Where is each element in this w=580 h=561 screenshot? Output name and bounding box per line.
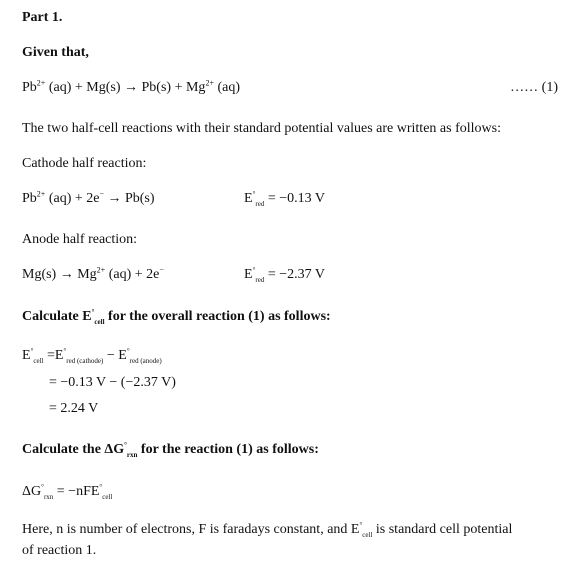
standard-sup: ° bbox=[99, 483, 103, 491]
electron-charge: − bbox=[99, 189, 104, 199]
explanation-line-1 bbox=[22, 522, 512, 538]
product-mg: Mg bbox=[185, 80, 206, 95]
cathode-potential-value: = −0.13 V bbox=[267, 191, 325, 206]
plus-sign: + bbox=[74, 80, 83, 95]
heading-text: for the overall reaction (1) as follows: bbox=[104, 309, 331, 324]
delta-g-symbol: ΔG bbox=[22, 484, 42, 499]
cathode-reaction-mid: (aq) + 2e bbox=[48, 191, 100, 206]
reaction-arrow: → bbox=[124, 80, 138, 95]
reactant-pb: Pb bbox=[22, 80, 37, 95]
anode-reaction bbox=[22, 267, 164, 283]
standard-sup: ° bbox=[91, 308, 95, 316]
electron-charge: − bbox=[159, 265, 164, 275]
potential-symbol: E bbox=[244, 191, 253, 206]
reactant-pb-state: (aq) bbox=[48, 80, 72, 95]
standard-sup: ° bbox=[63, 347, 67, 355]
ecell-calc-line-1 bbox=[22, 348, 162, 364]
dg-equation bbox=[22, 484, 112, 500]
standard-sup: ° bbox=[359, 521, 363, 529]
rxn-sub: rxn bbox=[43, 493, 54, 501]
cell-sub: cell bbox=[362, 531, 373, 539]
anode-sub: red (anode) bbox=[129, 357, 162, 365]
anode-species: Mg(s) → Mg bbox=[22, 267, 97, 282]
explanation-text: Here, n is number of electrons, F is faradays constant, and E bbox=[22, 522, 360, 537]
ecell-calc-result: = 2.24 V bbox=[49, 401, 99, 416]
product-mg-state: (aq) bbox=[217, 80, 240, 95]
cathode-label: Cathode half reaction: bbox=[22, 156, 147, 171]
given-label: Given that, bbox=[22, 45, 89, 60]
rxn-sub: rxn bbox=[126, 451, 138, 459]
anode-reaction-mid: (aq) + 2e bbox=[108, 267, 160, 282]
explanation-line-2: of reaction 1. bbox=[22, 543, 97, 558]
cathode-potential bbox=[244, 191, 325, 207]
cathode-sub: red (cathode) bbox=[66, 357, 104, 365]
reactant-pb-charge: 2+ bbox=[36, 78, 46, 88]
dg-rhs: = −nFE bbox=[53, 484, 100, 499]
standard-sup: ° bbox=[126, 347, 130, 355]
cell-sub: cell bbox=[33, 357, 44, 365]
part-title: Part 1. bbox=[22, 10, 63, 25]
anode-potential-value: = −2.37 V bbox=[267, 267, 325, 282]
standard-sup: ° bbox=[124, 441, 127, 449]
red-sub: red bbox=[255, 200, 265, 208]
cell-sub: cell bbox=[102, 493, 113, 501]
red-sub: red bbox=[255, 276, 265, 284]
calc-dg-heading bbox=[22, 442, 319, 458]
anode-charge: 2+ bbox=[96, 265, 106, 275]
cathode-reaction bbox=[22, 191, 155, 207]
equals-e: =E bbox=[43, 348, 64, 363]
heading-text: for the reaction (1) as follows: bbox=[137, 442, 319, 457]
product-mg-charge: 2+ bbox=[205, 78, 214, 88]
standard-sup: ° bbox=[30, 347, 34, 355]
reactant-mg: Mg bbox=[86, 80, 106, 95]
overall-reaction-equation bbox=[22, 80, 240, 96]
anode-potential bbox=[244, 267, 325, 283]
ecell-calc-line-2: = −0.13 V − (−2.37 V) bbox=[49, 375, 176, 390]
potential-symbol: E bbox=[244, 267, 253, 282]
standard-sup: ° bbox=[252, 266, 256, 274]
cell-sub: cell bbox=[94, 318, 105, 326]
explanation-text: is standard cell potential bbox=[372, 522, 513, 537]
plus-sign: + bbox=[174, 80, 183, 95]
product-pb: Pb bbox=[141, 80, 157, 95]
intro-text: The two half-cell reactions with their standard potential values are written as follows: bbox=[22, 121, 501, 136]
reactant-mg-state: (s) bbox=[105, 80, 121, 95]
cathode-product: → Pb(s) bbox=[107, 191, 155, 206]
minus-e: − E bbox=[103, 348, 127, 363]
heading-text: Calculate E bbox=[22, 309, 92, 324]
cathode-charge: 2+ bbox=[36, 189, 46, 199]
equation-number: …… (1) bbox=[510, 80, 558, 95]
standard-sup: ° bbox=[41, 483, 44, 491]
cathode-species: Pb bbox=[22, 191, 37, 206]
heading-text: Calculate the ΔG bbox=[22, 442, 125, 457]
standard-sup: ° bbox=[252, 190, 256, 198]
ecell-symbol: E bbox=[22, 348, 31, 363]
product-pb-state: (s) bbox=[156, 80, 172, 95]
anode-label: Anode half reaction: bbox=[22, 232, 138, 247]
calc-ecell-heading bbox=[22, 309, 331, 325]
